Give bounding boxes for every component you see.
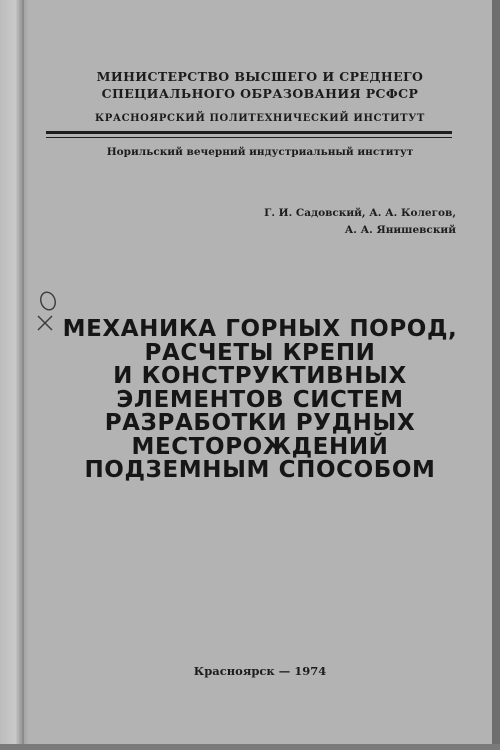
header-rule-thin bbox=[46, 137, 452, 138]
title-line: МЕСТОРОЖДЕНИЙ bbox=[131, 433, 389, 460]
authors-line-2: А. А. Янишевский bbox=[344, 224, 456, 236]
institute-header bbox=[30, 113, 490, 124]
spine-fold-line bbox=[22, 0, 24, 750]
city-year: Красноярск — 1974 bbox=[193, 664, 327, 678]
ministry-line-1: МИНИСТЕРСТВО ВЫСШЕГО И СРЕДНЕГО bbox=[96, 69, 424, 84]
title-line: РАСЧЕТЫ КРЕПИ bbox=[144, 339, 376, 366]
ministry-line-2: СПЕЦИАЛЬНОГО ОБРАЗОВАНИЯ РСФСР bbox=[101, 86, 419, 101]
title-line: РАЗРАБОТКИ РУДНЫХ bbox=[104, 410, 416, 436]
title-line: МЕХАНИКА ГОРНЫХ ПОРОД, bbox=[62, 316, 458, 342]
authors bbox=[264, 205, 456, 239]
book-title bbox=[30, 318, 490, 483]
title-line: ПОДЗЕМНЫМ СПОСОБОМ bbox=[84, 457, 436, 483]
scan-edge bbox=[492, 0, 500, 750]
institute-name: КРАСНОЯРСКИЙ ПОЛИТЕХНИЧЕСКИЙ ИНСТИТУТ bbox=[95, 113, 425, 124]
ministry-header bbox=[30, 68, 490, 102]
scan-edge-bottom bbox=[0, 744, 500, 750]
title-line: И КОНСТРУКТИВНЫХ bbox=[113, 363, 407, 389]
header-rule-thick bbox=[46, 131, 452, 134]
authors-line-1: Г. И. Садовский, А. А. Колегов, bbox=[264, 207, 456, 219]
branch-institute: Норильский вечерний индустриальный институт bbox=[106, 146, 414, 158]
title-line: ЭЛЕМЕНТОВ СИСТЕМ bbox=[116, 386, 404, 413]
